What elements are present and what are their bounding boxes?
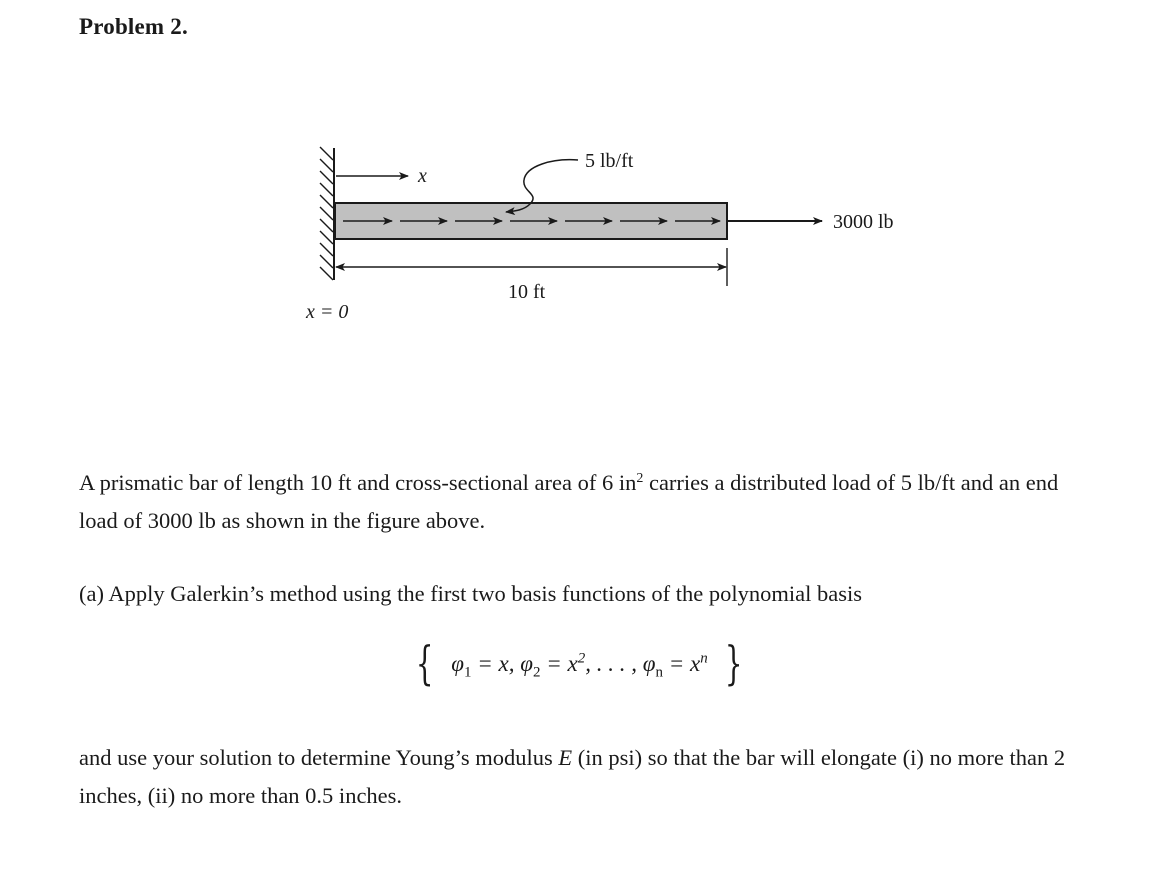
bar-figure [0,0,1159,340]
part-a-instruction: (a) Apply Galerkin’s method using the first two basis functions of the polynomial basis [79,581,863,606]
youngs-modulus-symbol: E [558,745,573,770]
length-label: 10 ft [508,281,546,303]
close-brace: } [725,636,743,690]
part-a-task [79,739,1079,815]
task-part1: and use your solution to determine Young’s modulus [79,745,559,770]
distributed-load-label: 5 lb/ft [585,150,634,172]
open-brace: { [416,636,434,690]
problem-statement [79,464,1079,540]
area-exponent: 2 [636,471,644,486]
statement-part1: A prismatic bar of length 10 ft and cross-sectional area of 6 in [79,470,637,495]
polynomial-basis-equation [0,636,1159,690]
problem-title: Problem 2. [79,14,188,39]
task-part2: (in psi) so that the bar will elongate (i) no more than 2 inches, (ii) no more than 0.5 inches. [79,745,1066,808]
x-axis-label: x [418,165,427,187]
basis-functions: $\varphi_1 = x$, $\varphi_2 = x^2$, . . . , $\varphi_n = x^n$ [451,650,708,681]
statement-part2: carries a distributed load of 5 lb/ft and an end load of 3000 lb as shown in the figure above. [79,470,1059,533]
end-load-label: 3000 lb [833,211,894,233]
fixed-wall [320,147,334,280]
origin-label: x = 0 [306,301,349,323]
